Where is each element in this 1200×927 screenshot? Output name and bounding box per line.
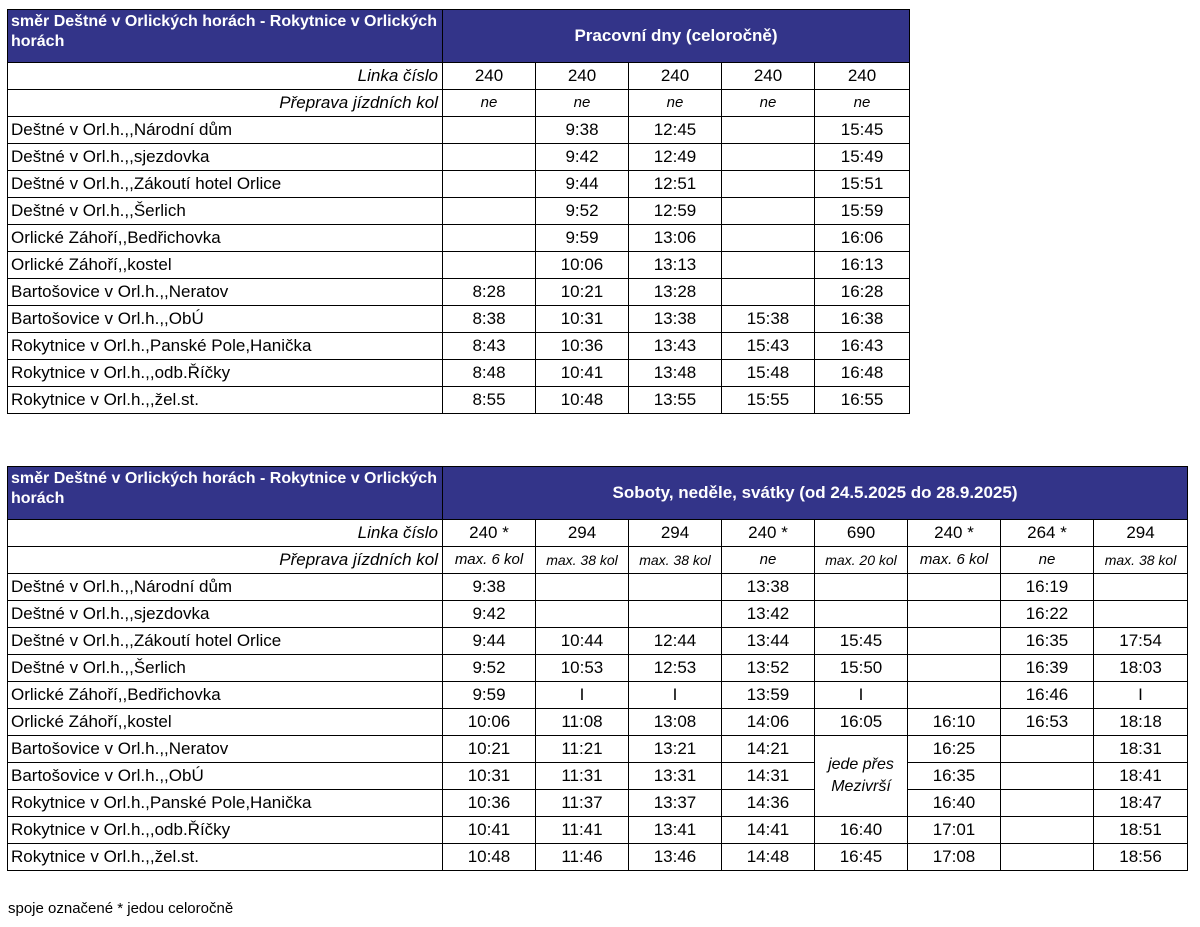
- weekday-timetable-body: [8, 10, 910, 414]
- direction-title: směr Deštné v Orlických horách - Rokytnice v Orlických horách: [8, 467, 443, 520]
- stop-row: [8, 360, 910, 387]
- bike-capacity: ne: [722, 547, 815, 574]
- departure-time: 11:21: [536, 736, 629, 763]
- departure-time: 17:08: [908, 844, 1001, 871]
- line-number: 294: [536, 520, 629, 547]
- departure-time: 16:06: [815, 225, 910, 252]
- departure-time: 13:48: [629, 360, 722, 387]
- line-number: 240: [443, 63, 536, 90]
- stop-name: Rokytnice v Orl.h.,Panské Pole,Hanička: [8, 790, 443, 817]
- departure-time: [536, 601, 629, 628]
- departure-time: 10:06: [536, 252, 629, 279]
- departure-time: [722, 144, 815, 171]
- departure-time: [722, 252, 815, 279]
- bike-capacity: max. 38 kol: [629, 547, 722, 574]
- departure-time: 13:43: [629, 333, 722, 360]
- departure-time: 18:51: [1094, 817, 1188, 844]
- departure-time: [722, 117, 815, 144]
- departure-time: 18:18: [1094, 709, 1188, 736]
- departure-time: 16:53: [1001, 709, 1094, 736]
- departure-time: 10:44: [536, 628, 629, 655]
- departure-time: 12:53: [629, 655, 722, 682]
- departure-time: 13:21: [629, 736, 722, 763]
- departure-time: 9:44: [536, 171, 629, 198]
- line-number-row: [8, 520, 1188, 547]
- departure-time: [1001, 790, 1094, 817]
- departure-time: 9:59: [536, 225, 629, 252]
- departure-time: 15:55: [722, 387, 815, 414]
- departure-time: 9:38: [443, 574, 536, 601]
- departure-time: [443, 252, 536, 279]
- departure-time: 12:59: [629, 198, 722, 225]
- stop-name: Deštné v Orl.h.,,Zákoutí hotel Orlice: [8, 171, 443, 198]
- stop-row: [8, 655, 1188, 682]
- stop-name: Deštné v Orl.h.,,Zákoutí hotel Orlice: [8, 628, 443, 655]
- line-number: 264 *: [1001, 520, 1094, 547]
- departure-time: 10:53: [536, 655, 629, 682]
- departure-time: 15:45: [815, 628, 908, 655]
- departure-time: 11:08: [536, 709, 629, 736]
- departure-time: [908, 601, 1001, 628]
- header-row: [8, 467, 1188, 520]
- departure-time: 16:28: [815, 279, 910, 306]
- stop-row: [8, 279, 910, 306]
- stop-name: Bartošovice v Orl.h.,,Neratov: [8, 279, 443, 306]
- departure-time: 8:38: [443, 306, 536, 333]
- departure-time: [722, 198, 815, 225]
- departure-time: 9:38: [536, 117, 629, 144]
- bike-transport-row: [8, 547, 1188, 574]
- line-number: 294: [629, 520, 722, 547]
- stop-row: [8, 117, 910, 144]
- departure-time: 16:55: [815, 387, 910, 414]
- departure-time: [443, 225, 536, 252]
- stop-name: Rokytnice v Orl.h.,,žel.st.: [8, 387, 443, 414]
- departure-time: 15:48: [722, 360, 815, 387]
- service-days-title: Pracovní dny (celoročně): [443, 10, 910, 63]
- departure-time: [1094, 574, 1188, 601]
- departure-time: [908, 655, 1001, 682]
- bike-capacity: max. 38 kol: [1094, 547, 1188, 574]
- stop-name: Deštné v Orl.h.,,Národní dům: [8, 117, 443, 144]
- stop-row: [8, 682, 1188, 709]
- departure-time: 18:41: [1094, 763, 1188, 790]
- bike-capacity: ne: [629, 90, 722, 117]
- via-note: jede přes Mezivrší: [815, 736, 908, 817]
- line-number: 690: [815, 520, 908, 547]
- line-number: 240: [815, 63, 910, 90]
- stop-row: [8, 387, 910, 414]
- departure-time: 14:48: [722, 844, 815, 871]
- departure-time: 10:48: [443, 844, 536, 871]
- departure-time: 16:35: [1001, 628, 1094, 655]
- departure-time: 10:36: [443, 790, 536, 817]
- stop-row: [8, 844, 1188, 871]
- stop-row: [8, 252, 910, 279]
- departure-time: 11:46: [536, 844, 629, 871]
- departure-time: 8:55: [443, 387, 536, 414]
- stop-name: Orlické Záhoří,,Bedřichovka: [8, 225, 443, 252]
- departure-time: [722, 225, 815, 252]
- departure-time: 16:10: [908, 709, 1001, 736]
- departure-time: 14:06: [722, 709, 815, 736]
- line-number: 240: [536, 63, 629, 90]
- service-days-title: Soboty, neděle, svátky (od 24.5.2025 do 28.9.2025): [443, 467, 1188, 520]
- departure-time: 16:38: [815, 306, 910, 333]
- departure-time: 9:59: [443, 682, 536, 709]
- bike-capacity: ne: [1001, 547, 1094, 574]
- departure-time: [722, 171, 815, 198]
- footnote: spoje označené * jedou celoročně: [8, 900, 234, 917]
- departure-time: 13:38: [629, 306, 722, 333]
- departure-time: 13:44: [722, 628, 815, 655]
- weekend-timetable-body: [8, 467, 1188, 871]
- line-number: 240: [629, 63, 722, 90]
- stop-name: Bartošovice v Orl.h.,,ObÚ: [8, 306, 443, 333]
- stop-name: Rokytnice v Orl.h.,,odb.Říčky: [8, 817, 443, 844]
- bike-capacity: ne: [443, 90, 536, 117]
- departure-time: [1001, 817, 1094, 844]
- departure-time: 13:13: [629, 252, 722, 279]
- departure-time: 9:52: [443, 655, 536, 682]
- stop-name: Deštné v Orl.h.,,sjezdovka: [8, 144, 443, 171]
- departure-time: 15:50: [815, 655, 908, 682]
- departure-time: 16:19: [1001, 574, 1094, 601]
- departure-time: 13:28: [629, 279, 722, 306]
- departure-time: [1001, 763, 1094, 790]
- departure-time: 16:25: [908, 736, 1001, 763]
- stop-name: Rokytnice v Orl.h.,,žel.st.: [8, 844, 443, 871]
- departure-time: 10:31: [536, 306, 629, 333]
- departure-time: 12:51: [629, 171, 722, 198]
- stop-row: [8, 736, 1188, 763]
- bike-capacity: ne: [815, 90, 910, 117]
- stop-row: [8, 790, 1188, 817]
- departure-time: 13:31: [629, 763, 722, 790]
- stop-name: Deštné v Orl.h.,,Šerlich: [8, 198, 443, 225]
- departure-time: [722, 279, 815, 306]
- departure-time: [908, 682, 1001, 709]
- departure-time: 16:40: [908, 790, 1001, 817]
- stop-row: [8, 763, 1188, 790]
- line-number: 240: [722, 63, 815, 90]
- stop-row: [8, 601, 1188, 628]
- departure-time: 18:03: [1094, 655, 1188, 682]
- departure-time: 15:59: [815, 198, 910, 225]
- departure-time: [908, 628, 1001, 655]
- bike-transport-label: Přeprava jízdních kol: [8, 547, 443, 574]
- departure-time: 10:21: [536, 279, 629, 306]
- departure-time: 16:48: [815, 360, 910, 387]
- departure-time: [443, 171, 536, 198]
- departure-time: 14:21: [722, 736, 815, 763]
- departure-time: 11:37: [536, 790, 629, 817]
- departure-time: 13:42: [722, 601, 815, 628]
- departure-time: 9:42: [443, 601, 536, 628]
- departure-time: [443, 144, 536, 171]
- departure-time: 18:56: [1094, 844, 1188, 871]
- stop-row: [8, 144, 910, 171]
- departure-time: [629, 601, 722, 628]
- departure-time: 16:39: [1001, 655, 1094, 682]
- direction-title: směr Deštné v Orlických horách - Rokytnice v Orlických horách: [8, 10, 443, 63]
- line-number: 240 *: [908, 520, 1001, 547]
- stop-row: [8, 198, 910, 225]
- stop-row: [8, 709, 1188, 736]
- departure-time: [1001, 736, 1094, 763]
- departure-time: 17:54: [1094, 628, 1188, 655]
- departure-time: 15:38: [722, 306, 815, 333]
- bike-capacity: ne: [722, 90, 815, 117]
- departure-time: I: [815, 682, 908, 709]
- stop-name: Deštné v Orl.h.,,Národní dům: [8, 574, 443, 601]
- departure-time: 13:08: [629, 709, 722, 736]
- departure-time: [443, 198, 536, 225]
- departure-time: 15:43: [722, 333, 815, 360]
- stop-name: Orlické Záhoří,,kostel: [8, 709, 443, 736]
- departure-time: [629, 574, 722, 601]
- bike-capacity: max. 38 kol: [536, 547, 629, 574]
- departure-time: 10:41: [536, 360, 629, 387]
- header-row: [8, 10, 910, 63]
- departure-time: 10:06: [443, 709, 536, 736]
- departure-time: 8:43: [443, 333, 536, 360]
- departure-time: 10:36: [536, 333, 629, 360]
- departure-time: 13:37: [629, 790, 722, 817]
- departure-time: 11:31: [536, 763, 629, 790]
- stop-row: [8, 574, 1188, 601]
- departure-time: 11:41: [536, 817, 629, 844]
- departure-time: 13:06: [629, 225, 722, 252]
- stop-name: Rokytnice v Orl.h.,Panské Pole,Hanička: [8, 333, 443, 360]
- line-number-row: [8, 63, 910, 90]
- departure-time: 9:52: [536, 198, 629, 225]
- bike-capacity: ne: [536, 90, 629, 117]
- departure-time: 16:13: [815, 252, 910, 279]
- bike-transport-label: Přeprava jízdních kol: [8, 90, 443, 117]
- departure-time: I: [536, 682, 629, 709]
- weekday-timetable: [7, 9, 910, 414]
- stop-name: Rokytnice v Orl.h.,,odb.Říčky: [8, 360, 443, 387]
- departure-time: 16:22: [1001, 601, 1094, 628]
- departure-time: 12:44: [629, 628, 722, 655]
- bike-capacity: max. 6 kol: [908, 547, 1001, 574]
- stop-row: [8, 817, 1188, 844]
- stop-name: Orlické Záhoří,,Bedřichovka: [8, 682, 443, 709]
- line-number: 294: [1094, 520, 1188, 547]
- departure-time: 16:40: [815, 817, 908, 844]
- departure-time: 15:51: [815, 171, 910, 198]
- stop-row: [8, 333, 910, 360]
- departure-time: 10:48: [536, 387, 629, 414]
- departure-time: 16:45: [815, 844, 908, 871]
- departure-time: [536, 574, 629, 601]
- departure-time: 14:41: [722, 817, 815, 844]
- stop-row: [8, 225, 910, 252]
- stop-name: Deštné v Orl.h.,,Šerlich: [8, 655, 443, 682]
- departure-time: 9:42: [536, 144, 629, 171]
- departure-time: 15:49: [815, 144, 910, 171]
- departure-time: 17:01: [908, 817, 1001, 844]
- departure-time: 13:46: [629, 844, 722, 871]
- departure-time: 16:43: [815, 333, 910, 360]
- bike-capacity: max. 6 kol: [443, 547, 536, 574]
- departure-time: 13:55: [629, 387, 722, 414]
- bike-transport-row: [8, 90, 910, 117]
- departure-time: 12:45: [629, 117, 722, 144]
- stop-name: Deštné v Orl.h.,,sjezdovka: [8, 601, 443, 628]
- departure-time: 10:41: [443, 817, 536, 844]
- line-number: 240 *: [443, 520, 536, 547]
- stop-row: [8, 171, 910, 198]
- departure-time: [908, 574, 1001, 601]
- departure-time: 18:47: [1094, 790, 1188, 817]
- bike-capacity: max. 20 kol: [815, 547, 908, 574]
- departure-time: 9:44: [443, 628, 536, 655]
- departure-time: 13:38: [722, 574, 815, 601]
- departure-time: 12:49: [629, 144, 722, 171]
- stop-name: Orlické Záhoří,,kostel: [8, 252, 443, 279]
- departure-time: 8:48: [443, 360, 536, 387]
- stop-row: [8, 306, 910, 333]
- departure-time: [1094, 601, 1188, 628]
- stop-row: [8, 628, 1188, 655]
- departure-time: 8:28: [443, 279, 536, 306]
- departure-time: 16:35: [908, 763, 1001, 790]
- departure-time: [815, 601, 908, 628]
- departure-time: 10:31: [443, 763, 536, 790]
- departure-time: 16:05: [815, 709, 908, 736]
- departure-time: 18:31: [1094, 736, 1188, 763]
- stop-name: Bartošovice v Orl.h.,,ObÚ: [8, 763, 443, 790]
- line-number-label: Linka číslo: [8, 63, 443, 90]
- departure-time: 13:59: [722, 682, 815, 709]
- line-number: 240 *: [722, 520, 815, 547]
- departure-time: [1001, 844, 1094, 871]
- departure-time: [443, 117, 536, 144]
- line-number-label: Linka číslo: [8, 520, 443, 547]
- stop-name: Bartošovice v Orl.h.,,Neratov: [8, 736, 443, 763]
- departure-time: 13:52: [722, 655, 815, 682]
- departure-time: 13:41: [629, 817, 722, 844]
- weekend-timetable: [7, 466, 1188, 871]
- departure-time: 16:46: [1001, 682, 1094, 709]
- departure-time: 10:21: [443, 736, 536, 763]
- departure-time: 14:31: [722, 763, 815, 790]
- departure-time: 15:45: [815, 117, 910, 144]
- departure-time: I: [1094, 682, 1188, 709]
- departure-time: 14:36: [722, 790, 815, 817]
- departure-time: I: [629, 682, 722, 709]
- departure-time: [815, 574, 908, 601]
